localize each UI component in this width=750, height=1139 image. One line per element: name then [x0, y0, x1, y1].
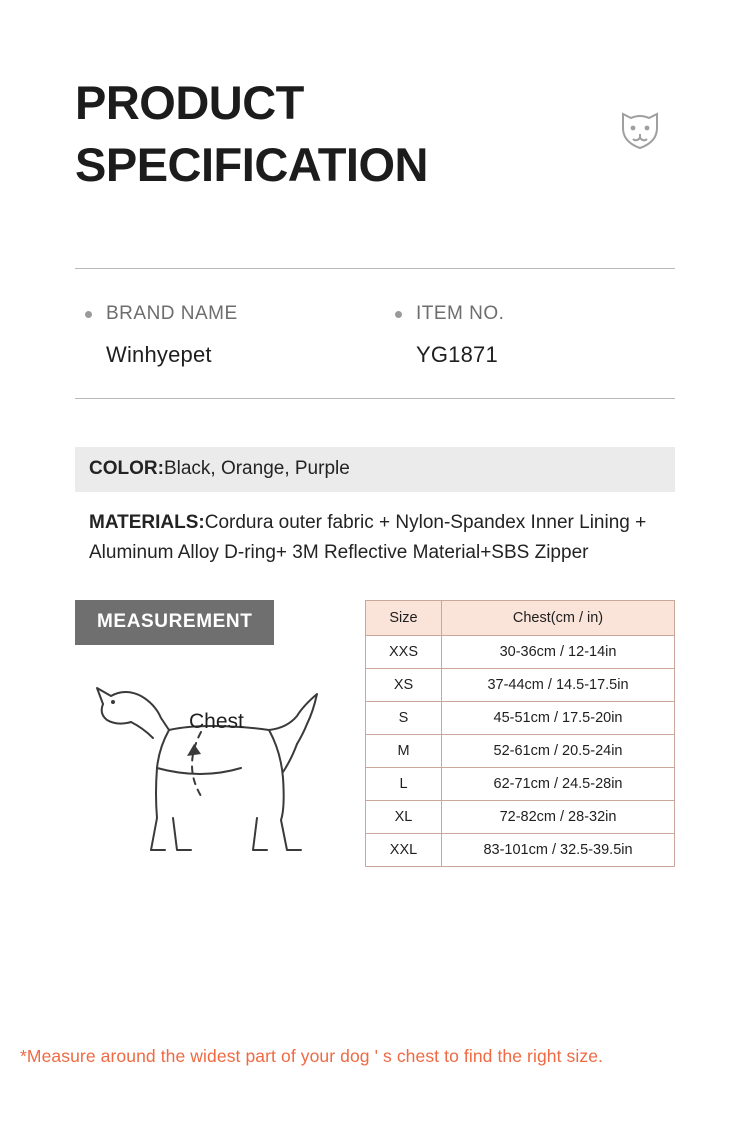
- item-block: [375, 303, 675, 368]
- cell-chest: 52-61cm / 20.5-24in: [442, 734, 675, 767]
- divider-bottom: [75, 398, 675, 399]
- dog-face-icon: [617, 108, 663, 154]
- page-title: [75, 72, 555, 196]
- color-value: Black, Orange, Purple: [163, 458, 350, 480]
- cell-size: XXL: [366, 833, 442, 866]
- page-title-line-2: SPECIFICATION: [75, 138, 428, 192]
- measurement-section: [75, 600, 675, 930]
- item-label-row: [395, 303, 675, 325]
- info-row: [75, 269, 675, 398]
- table-header-row: [366, 600, 675, 635]
- cell-size: XXS: [366, 635, 442, 668]
- page-title-line-1: PRODUCT: [75, 76, 304, 129]
- table-row: [366, 668, 675, 701]
- cell-size: XS: [366, 668, 442, 701]
- cell-chest: 83-101cm / 32.5-39.5in: [442, 833, 675, 866]
- table-row: [366, 833, 675, 866]
- brand-block: [75, 303, 375, 368]
- brand-label-row: [85, 303, 375, 325]
- color-label: COLOR:: [89, 458, 164, 480]
- item-label: ITEM NO.: [416, 303, 505, 325]
- cell-size: S: [366, 701, 442, 734]
- cell-chest: 37-44cm / 14.5-17.5in: [442, 668, 675, 701]
- table-row: [366, 701, 675, 734]
- dog-side-outline-icon: [91, 668, 351, 858]
- table-row: [366, 800, 675, 833]
- materials-block: [75, 508, 675, 567]
- measurement-footnote: *Measure around the widest part of your dog ' s chest to find the right size.: [20, 1046, 604, 1066]
- bullet-icon: [85, 311, 92, 318]
- cell-chest: 62-71cm / 24.5-28in: [442, 767, 675, 800]
- cell-chest: 45-51cm / 17.5-20in: [442, 701, 675, 734]
- size-chart-head: [366, 600, 675, 635]
- size-chart-body: [366, 635, 675, 866]
- cell-chest: 30-36cm / 12-14in: [442, 635, 675, 668]
- cell-size: L: [366, 767, 442, 800]
- bullet-icon: [395, 311, 402, 318]
- cell-chest: 72-82cm / 28-32in: [442, 800, 675, 833]
- table-row: [366, 734, 675, 767]
- brand-value: Winhyepet: [106, 342, 212, 368]
- cell-size: M: [366, 734, 442, 767]
- table-row: [366, 767, 675, 800]
- color-band: [75, 447, 675, 492]
- table-row: [366, 635, 675, 668]
- chest-diagram-label: Chest: [189, 709, 244, 733]
- cell-size: XL: [366, 800, 442, 833]
- item-value: YG1871: [416, 342, 498, 368]
- header-size: Size: [366, 600, 442, 635]
- materials-value: Cordura outer fabric + Nylon-Spandex Inner Lining + Aluminum Alloy D-ring+ 3M Reflective Material+SBS Zipper: [89, 512, 647, 563]
- size-chart-table: [365, 600, 675, 867]
- materials-label: MATERIALS:: [89, 512, 205, 534]
- header: [75, 0, 675, 196]
- header-chest: Chest(cm / in): [442, 600, 675, 635]
- brand-label: BRAND NAME: [106, 303, 238, 325]
- measurement-tag: MEASUREMENT: [75, 600, 274, 645]
